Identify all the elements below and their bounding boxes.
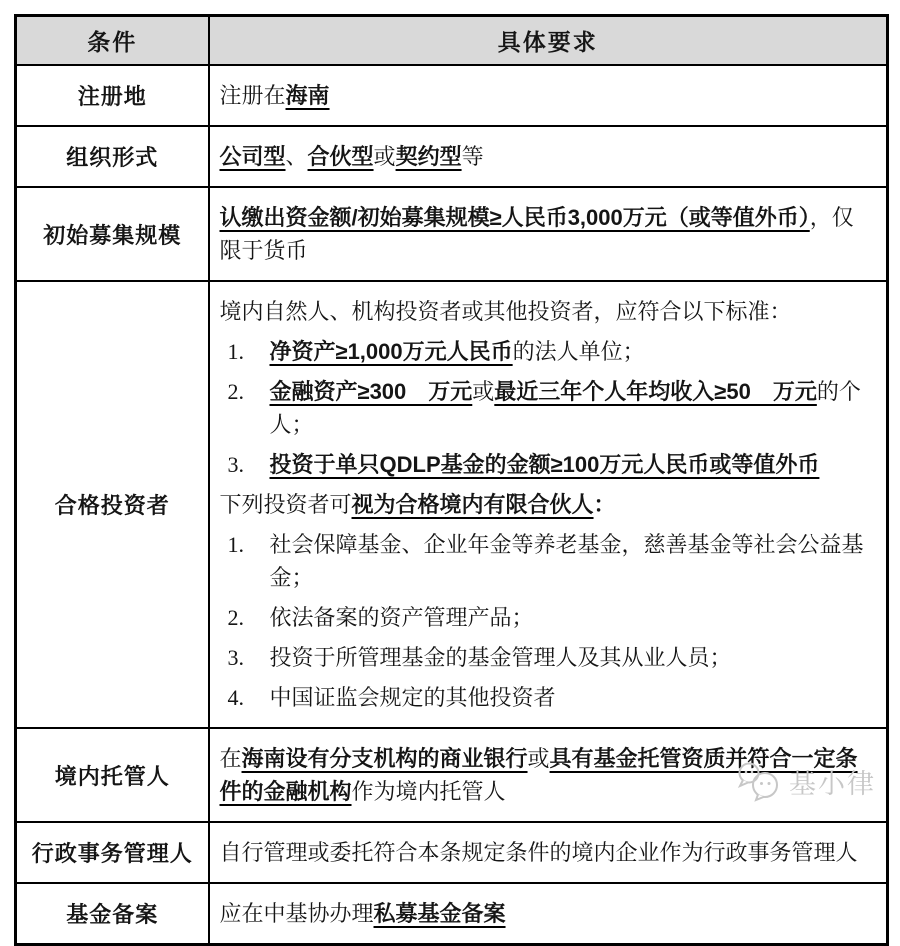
text-segment: 下列投资者可 xyxy=(219,492,352,517)
list-number: 1. xyxy=(227,532,244,557)
requirement-paragraph xyxy=(220,295,875,328)
text-segment: 社会保障基金、企业年金等养老基金，慈善基金等社会公益基金； xyxy=(269,532,864,590)
text-segment: 的个人； xyxy=(269,379,861,437)
list-number: 1. xyxy=(227,339,244,364)
text-segment: 中国证监会规定的其他投资者 xyxy=(269,685,556,710)
table-row xyxy=(16,883,888,945)
text-segment: ，仅限于货币 xyxy=(219,205,854,263)
list-number: 4. xyxy=(227,685,244,710)
text-segment: 视为合格境内有限合伙人 xyxy=(351,492,594,517)
requirement-paragraph xyxy=(220,448,875,481)
text-segment: 在 xyxy=(219,746,242,771)
requirement-cell xyxy=(209,822,888,883)
text-segment: 自行管理或委托符合本条规定条件的境内企业作为行政事务管理人 xyxy=(219,840,858,865)
requirement-paragraph xyxy=(220,201,875,267)
list-number: 3. xyxy=(227,452,244,477)
text-segment: 投资于所管理基金的基金管理人及其从业人员； xyxy=(269,645,732,670)
table-row xyxy=(16,187,888,281)
requirement-paragraph xyxy=(220,641,875,674)
text-segment: 境内自然人、机构投资者或其他投资者，应符合以下标准： xyxy=(219,299,792,324)
requirement-paragraph xyxy=(220,375,875,441)
text-segment: 净资产≥1,000万元人民币 xyxy=(269,339,513,364)
condition-cell: 组织形式 xyxy=(16,126,209,187)
text-segment: 金融资产≥300 万元 xyxy=(269,379,473,404)
condition-cell: 初始募集规模 xyxy=(16,187,209,281)
requirement-cell xyxy=(209,65,888,126)
condition-cell: 注册地 xyxy=(16,65,209,126)
watermark-text: 基小律 xyxy=(789,768,876,799)
text-segment: 作为境内托管人 xyxy=(351,779,506,804)
condition-cell: 境内托管人 xyxy=(16,728,209,822)
table-row xyxy=(16,126,888,187)
requirement-paragraph xyxy=(220,140,875,173)
text-segment: 认缴出资金额/初始募集规模≥人民币3,000万元（或等值外币） xyxy=(219,205,810,230)
requirement-cell xyxy=(209,883,888,945)
requirement-paragraph xyxy=(220,897,875,930)
condition-cell: 行政事务管理人 xyxy=(16,822,209,883)
text-segment: 或 xyxy=(373,144,396,169)
text-segment: 海南 xyxy=(285,83,330,108)
text-segment: 等 xyxy=(461,144,484,169)
column-header-condition: 条件 xyxy=(16,16,209,66)
text-segment: 具有基金托管资质并符合一定条件的金融机构 xyxy=(219,746,858,804)
list-number: 3. xyxy=(227,645,244,670)
table-row xyxy=(16,728,888,822)
condition-cell: 合格投资者 xyxy=(16,281,209,728)
requirement-paragraph xyxy=(220,836,875,869)
requirement-paragraph xyxy=(220,488,875,521)
text-segment: 公司型 xyxy=(219,144,286,169)
requirement-paragraph xyxy=(220,528,875,594)
text-segment: 投资于单只QDLP基金的金额≥100万元人民币或等值外币 xyxy=(269,452,820,477)
text-segment: 最近三年个人年均收入≥50 万元 xyxy=(494,379,817,404)
text-segment: 或 xyxy=(472,379,495,404)
requirement-paragraph xyxy=(220,601,875,634)
requirement-paragraph xyxy=(220,742,875,808)
requirement-cell xyxy=(209,728,888,822)
table-header-row xyxy=(16,16,888,66)
requirement-paragraph xyxy=(220,681,875,714)
requirement-cell xyxy=(209,281,888,728)
text-segment: 依法备案的资产管理产品； xyxy=(269,605,534,630)
text-segment: 契约型 xyxy=(395,144,462,169)
requirement-paragraph xyxy=(220,79,875,112)
text-segment: 合伙型 xyxy=(307,144,374,169)
text-segment: 私募基金备案 xyxy=(373,901,506,926)
text-segment: ： xyxy=(593,492,616,517)
text-segment: 注册在 xyxy=(219,83,286,108)
column-header-requirement: 具体要求 xyxy=(209,16,888,66)
condition-cell: 基金备案 xyxy=(16,883,209,945)
table-row xyxy=(16,822,888,883)
list-number: 2. xyxy=(227,379,244,404)
text-segment: 海南设有分支机构的商业银行 xyxy=(241,746,528,771)
table-body xyxy=(16,65,888,945)
requirement-cell xyxy=(209,126,888,187)
table-row xyxy=(16,281,888,728)
table-row xyxy=(16,65,888,126)
text-segment: 或 xyxy=(527,746,550,771)
requirements-table xyxy=(14,14,889,946)
text-segment: 、 xyxy=(285,144,308,169)
text-segment: 的法人单位； xyxy=(512,339,645,364)
text-segment: 应在中基协办理 xyxy=(219,901,374,926)
list-number: 2. xyxy=(227,605,244,630)
requirement-cell xyxy=(209,187,888,281)
requirement-paragraph xyxy=(220,335,875,368)
